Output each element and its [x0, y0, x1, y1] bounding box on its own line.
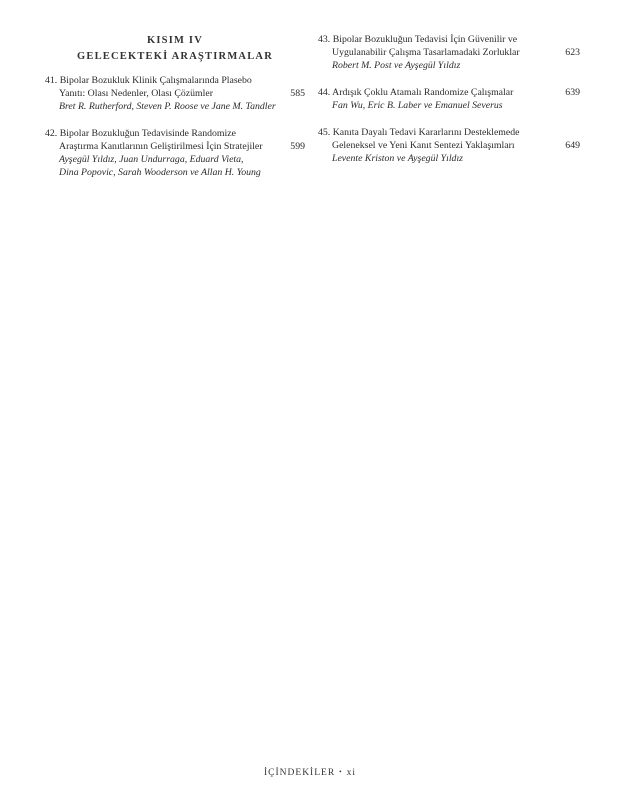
toc-entry-42[interactable]: [45, 127, 305, 179]
toc-entry-title: 45. Kanıta Dayalı Tedavi Kararlarını Desteklemede: [318, 127, 520, 138]
page-footer: [0, 768, 620, 778]
footer-page-number: xi: [346, 768, 356, 778]
toc-entry-45[interactable]: [318, 126, 580, 165]
left-column: [45, 0, 305, 179]
part-title: GELECEKTEKİ ARAŞTIRMALAR: [77, 51, 273, 62]
toc-entry-authors: Levente Kriston ve Ayşegül Yıldız: [332, 153, 463, 164]
toc-entry-page: 585: [290, 88, 305, 99]
toc-entry-authors-cont: Dina Popovic, Sarah Wooderson ve Allan H. Young: [59, 167, 261, 178]
toc-entry-43[interactable]: [318, 33, 580, 72]
toc-entry-page: 599: [290, 141, 305, 152]
toc-entry-title-cont: Yanıtı: Olası Nedenler, Olası Çözümler: [59, 88, 213, 99]
footer-bullet: •: [339, 768, 343, 776]
toc-entry-page: 649: [565, 140, 580, 151]
toc-entry-authors: Bret R. Rutherford, Steven P. Roose ve Jane M. Tandler: [59, 101, 276, 112]
toc-entry-title: 42. Bipolar Bozukluğun Tedavisinde Randomize: [45, 128, 236, 139]
toc-entry-authors: Robert M. Post ve Ayşegül Yıldız: [332, 60, 461, 71]
part-label: KISIM IV: [147, 35, 203, 46]
footer-section-label: İÇİNDEKİLER: [264, 768, 336, 778]
right-column: [318, 0, 580, 165]
toc-entry-authors: Fan Wu, Eric B. Laber ve Emanuel Severus: [332, 100, 503, 111]
toc-entry-title: 43. Bipolar Bozukluğun Tedavisi İçin Güvenilir ve: [318, 34, 518, 45]
toc-entry-title-cont: Uygulanabilir Çalışma Tasarlamadaki Zorluklar: [332, 47, 520, 58]
toc-entry-44[interactable]: [318, 86, 580, 112]
toc-entry-title: 44. Ardışık Çoklu Atamalı Randomize Çalışmalar: [318, 87, 514, 98]
toc-entry-title-cont: Araştırma Kanıtlarının Geliştirilmesi İçin Stratejiler: [59, 141, 263, 152]
toc-entry-title-cont: Geleneksel ve Yeni Kanıt Sentezi Yaklaşımları: [332, 140, 515, 151]
toc-entry-page: 623: [565, 47, 580, 58]
toc-entry-authors: Ayşegül Yıldız, Juan Undurraga, Eduard Vieta,: [59, 154, 244, 165]
toc-entry-page: 639: [565, 87, 580, 98]
toc-entry-title: 41. Bipolar Bozukluk Klinik Çalışmalarında Plasebo: [45, 75, 252, 86]
toc-entry-41[interactable]: [45, 74, 305, 113]
